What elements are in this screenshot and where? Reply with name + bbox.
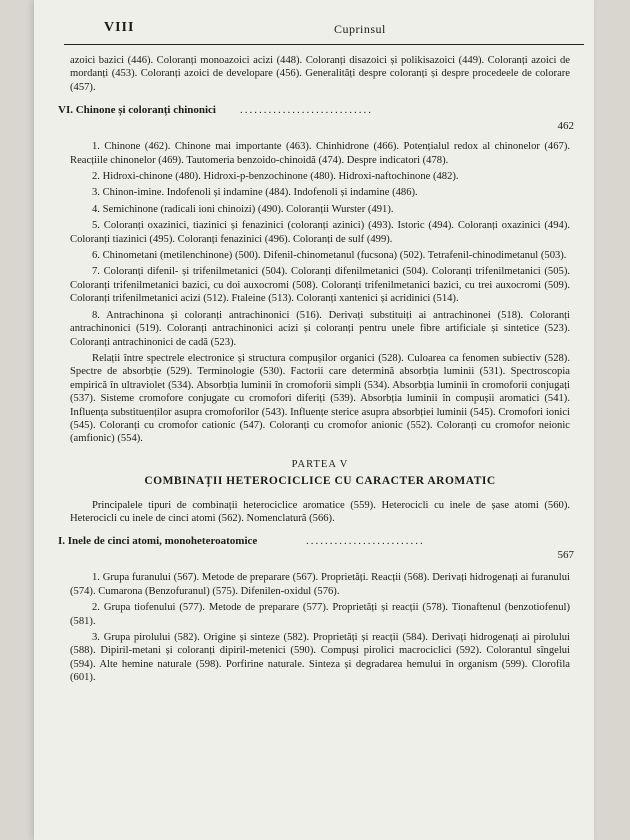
dot-leader: ......................... — [306, 535, 425, 548]
chapter-heading-vi — [58, 104, 574, 133]
toc-entry: 1. Chinone (462). Chinone mai importante (463). Chinhidrone (466). Potențialul redox al chinonelor (467). Reacțiile chinonelor (469). Tautomeria benzoido-chinoidă (474). Despre indicatori (478). — [70, 141, 570, 166]
table-of-contents — [58, 54, 574, 688]
continued-paragraph: azoici bazici (446). Coloranți monoazoici acizi (448). Coloranți disazoici și polikisazoici (449). Coloranți azoici de mordanți (453). Coloranți azoici de developare (456). Generalități despre coloranți și despre procedeele de colorare (457). — [70, 55, 570, 93]
running-title: Cuprinsul — [334, 22, 386, 36]
toc-entry: 4. Semichinone (radicali ioni chinoizi) (490). Coloranții Wurster (491). — [92, 203, 394, 215]
chapter-title: VI. Chinone și coloranți chinonici — [58, 104, 216, 117]
toc-entry: 7. Coloranți difenil- și trifenilmetanici (504). Coloranți difenilmetanici (504). Coloranți trifenilmetanici (505). Coloranți trifenilmetanici bazici, cu doi auxocromi (508). Coloranți trifenilmetanici bazici, cu trei auxocromi (509). Coloranți trifenilmetanici acizi (512). Ftaleine (513). Coloranți xantenici și acridinici (514). — [70, 266, 570, 305]
part-intro: Principalele tipuri de combinații heterociclice aromatice (559). Heterocicli cu inele de șase atomi (560). Heterocicli cu inele de cinci atomi (562). Nomenclatură (566). — [70, 499, 570, 524]
toc-entry: 3. Chinon-imine. Indofenoli și indamine (484). Indofenoli și indamine (486). — [92, 187, 418, 199]
toc-entry: 2. Hidroxi-chinone (480). Hidroxi-p-benzochinone (480). Hidroxi-naftochinone (482). — [92, 171, 459, 183]
chapter-heading-i — [58, 535, 574, 563]
page-header — [64, 18, 584, 45]
part-label: PARTEA V — [291, 458, 349, 470]
toc-entry: 8. Antrachinona și coloranți antrachinonici (516). Derivați substituiți ai antrachinonei (518). Coloranți antrachinonici (519). Coloranți antrachinonici acizi și coloranți pentru unele fibre artificiale și sintetice (523). Coloranți antrachinonici de cadă (523). — [70, 309, 570, 348]
toc-entry: 2. Grupa tiofenului (577). Metode de preparare (577). Proprietăți și reacții (578). Tionaftenul (benzotiofenul) (581). — [70, 602, 570, 627]
dot-leader: ............................ — [240, 104, 373, 117]
chapter-title: I. Inele de cinci atomi, monoheteroatomice — [58, 535, 258, 548]
page-number: VIII — [104, 20, 135, 35]
toc-entry: 3. Grupa pirolului (582). Origine și sinteze (582). Proprietăți și reacții (584). Derivați hidrogenați ai pirolului (588). Dipiril-metani și coloranți dipiril-metenici (590). Compuși pirolici macrociclici (592). Colorantul sîngelui (594). Alte hemine naturale (598). Porfirine naturale. Sinteza și degradarea hemului în organism (599). Clorofila (601). — [70, 632, 570, 684]
chapter-page-number: 462 — [557, 120, 574, 133]
part-title: COMBINAȚII HETEROCICLICE CU CARACTER AROMATIC — [144, 475, 496, 488]
toc-entry: 1. Grupa furanului (567). Metode de preparare (567). Proprietăți. Reacții (568). Derivați hidrogenați ai furanului (574). Cumarona (Benzofuranul) (575). Difenilen-oxidul (576). — [70, 572, 570, 597]
toc-entry: 6. Chinometani (metilenchinone) (500). Difenil-chinometanul (fucsona) (502). Tetrafenil-chinodimetanul (503). — [92, 250, 567, 262]
toc-entry: Relații între spectrele electronice și structura compușilor organici (528). Culoarea ca fenomen subiectiv (528). Spectre de absorbție (529). Terminologie (530). Factorii care determină absorbția luminii (531). Spectroscopia empirică în ultraviolet (534). Absorbția luminii în cromoforii simpli (534). Absorbția luminii în cromoforii conjugați (537). Sisteme cromofore conjugate cu cromofori diferiți (539). Absorbția luminii în compușii aromatici (541). Influența substituenților asupra cromoforilor (543). Influențe sterice asupra absorbției luminii (545). Cromofori ionici (545). Coloranți cu cromofor cationic (547). Coloranți cu cromofor anionic (552). Coloranți cu cromofor neionic (amfionic) (554). — [70, 352, 570, 445]
toc-entry: 5. Coloranți oxazinici, tiazinici și fenazinici (coloranți azinici) (493). Istoric (494). Coloranți oxazinici (494). Coloranți tiazinici (495). Coloranți fenazinici (496). Coloranți de sulf (499). — [70, 220, 570, 245]
chapter-page-number: 567 — [557, 549, 574, 562]
